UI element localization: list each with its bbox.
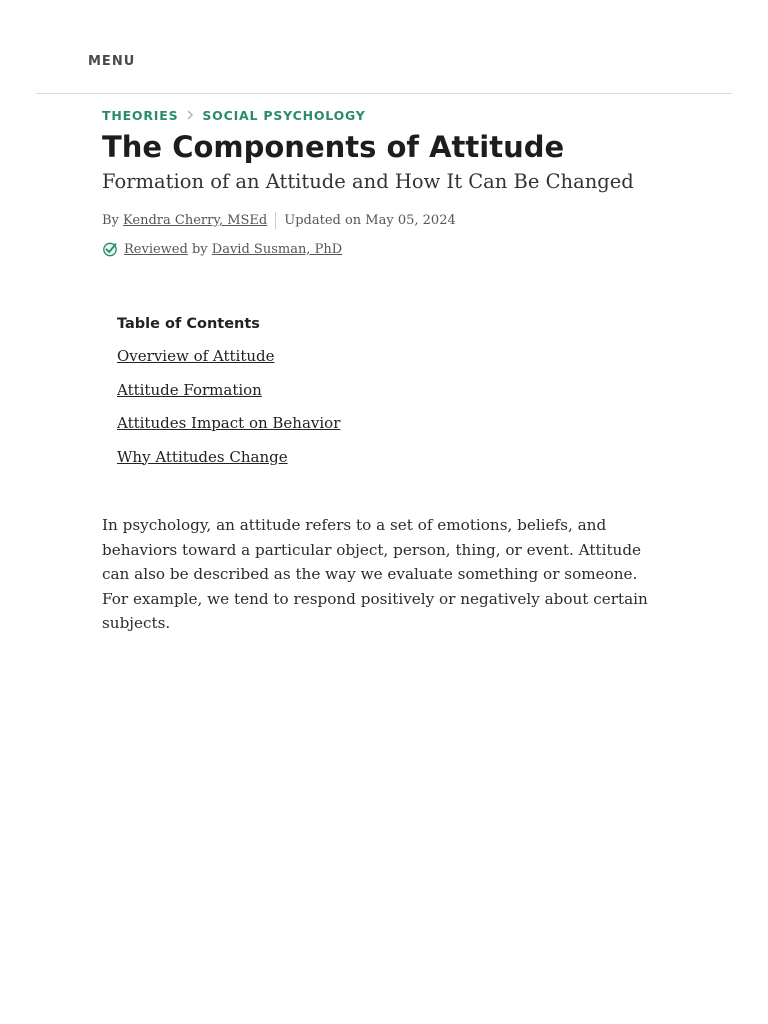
page-subtitle: Formation of an Attitude and How It Can Be Changed — [102, 170, 634, 193]
toc-link-formation[interactable]: Attitude Formation — [117, 380, 262, 399]
toc-list — [117, 346, 617, 480]
breadcrumb-social-psychology[interactable]: SOCIAL PSYCHOLOGY — [202, 107, 366, 123]
toc-item — [117, 346, 617, 380]
reviewed-link[interactable]: Reviewed — [124, 241, 188, 257]
toc-item — [117, 447, 617, 481]
table-of-contents — [117, 316, 617, 480]
review-line — [102, 241, 672, 257]
breadcrumb-theories[interactable]: THEORIES — [102, 107, 179, 123]
article-header — [102, 106, 672, 257]
updated-date: Updated on May 05, 2024 — [284, 213, 456, 228]
toc-item — [117, 380, 617, 414]
toc-title: Table of Contents — [117, 316, 260, 332]
toc-link-behavior[interactable]: Attitudes Impact on Behavior — [117, 414, 341, 432]
page-title: The Components of Attitude — [102, 130, 565, 164]
author-link[interactable]: Kendra Cherry, MSEd — [123, 213, 268, 228]
check-badge-icon — [102, 241, 118, 257]
toc-link-overview[interactable]: Overview of Attitude — [117, 347, 275, 365]
byline-divider — [275, 212, 276, 229]
review-by: by — [191, 241, 208, 257]
toc-item — [117, 413, 617, 447]
byline-prefix: By — [102, 213, 119, 228]
reviewer-link[interactable]: David Susman, PhD — [211, 241, 343, 257]
byline — [102, 212, 672, 229]
menu-button[interactable]: MENU — [88, 54, 136, 69]
breadcrumb — [102, 106, 672, 124]
article-intro: In psychology, an attitude refers to a set of emotions, beliefs, and behaviors toward a particular object, person, thing, or event. Attitude can also be described as the way we evaluate something or someone. For example, we tend to respond positively or negatively about certain subjects. — [102, 516, 648, 632]
chevron-right-icon — [186, 110, 194, 120]
toc-link-change[interactable]: Why Attitudes Change — [117, 447, 288, 466]
site-header — [36, 0, 732, 94]
